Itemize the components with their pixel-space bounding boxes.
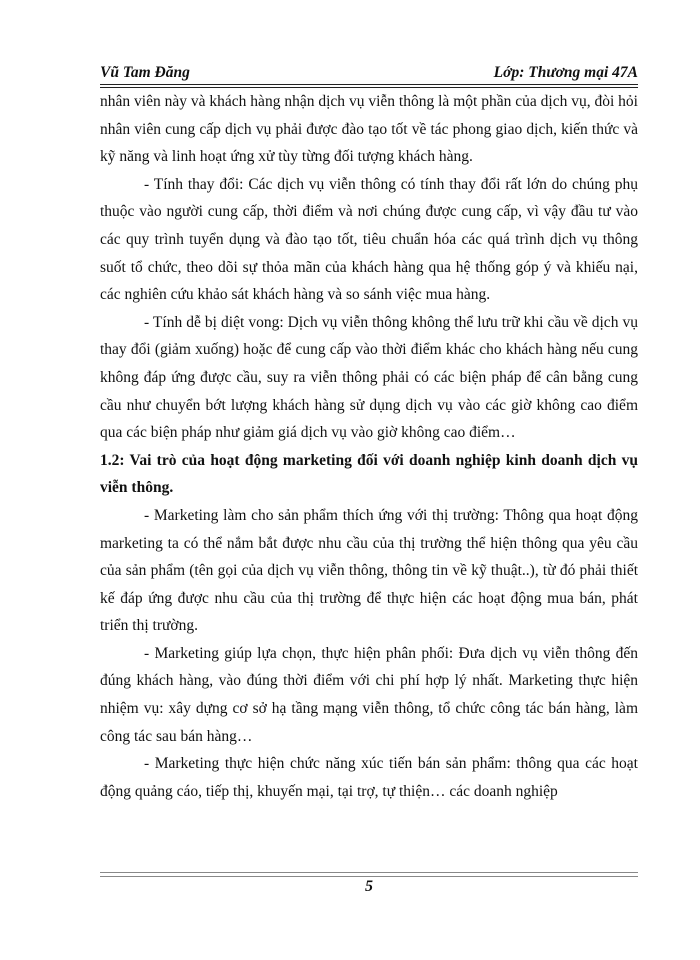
paragraph-perishability: - Tính dễ bị diệt vong: Dịch vụ viễn thông không thể lưu trữ khi cầu về dịch vụ thay đổi (giảm xuống) hoặc để cung cấp vào thời điểm khác cho khách hàng nếu cung không đáp ứng được cầu, suy ra viễn thông phải có các biện pháp để cân bằng cung cầu như chuyển bớt lượng khách hàng sử dụng dịch vụ vào các giờ không cao điểm qua các biện pháp như giảm giá dịch vụ vào giờ không cao điểm… — [100, 313, 638, 442]
paragraph-promotion: - Marketing thực hiện chức năng xúc tiến bán sản phẩm: thông qua các hoạt động quảng cáo, tiếp thị, khuyến mại, tại trợ, tự thiện… các doanh nghiệp — [100, 755, 638, 800]
header-rule — [100, 84, 638, 88]
document-body — [100, 88, 638, 805]
paragraph-distribution: - Marketing giúp lựa chọn, thực hiện phân phối: Đưa dịch vụ viễn thông đến đúng khách hàng, vào đúng thời điểm với chi phí hợp lý nhất. Marketing thực hiện nhiệm vụ: xây dựng cơ sở hạ tầng mạng viễn thông, tổ chức công tác bán hàng, làm công tác sau bán hàng… — [100, 644, 638, 745]
header-author: Vũ Tam Đăng — [100, 64, 190, 81]
footer-rule — [100, 872, 638, 877]
paragraph-market-adaptation: - Marketing làm cho sản phẩm thích ứng với thị trường: Thông qua hoạt động marketing ta có thể nắm bắt được nhu cầu của thị trường thể hiện thông qua yêu cầu của sản phẩm (tên gọi của dịch vụ viễn thông, thông tin về kỹ thuật..), từ đó phải thiết kế đáp ứng được nhu cầu của thị trường để thực hiện các hoạt động mua bán, phát triển thị trường. — [100, 506, 638, 635]
paragraph-variability: - Tính thay đổi: Các dịch vụ viễn thông có tính thay đổi rất lớn do chúng phụ thuộc vào người cung cấp, thời điểm và nơi chúng được cung cấp, vì vậy đầu tư vào các quy trình tuyển dụng và đào tạo tốt, tiêu chuẩn hóa các quá trình dịch vụ thông suốt tổ chức, theo dõi sự thỏa mãn của khách hàng qua hệ thống góp ý và khiếu nại, các nghiên cứu khảo sát khách hàng và so sánh việc mua hàng. — [100, 175, 638, 304]
section-heading: 1.2: Vai trò của hoạt động marketing đối với doanh nghiệp kinh doanh dịch vụ viễn thông. — [100, 451, 638, 497]
page-number: 5 — [365, 878, 373, 895]
header-class: Lớp: Thương mại 47A — [493, 64, 638, 81]
page-header — [100, 64, 638, 84]
paragraph-continuation: nhân viên này và khách hàng nhận dịch vụ viễn thông là một phần của dịch vụ, đòi hỏi nhân viên cung cấp dịch vụ phải được đào tạo tốt về tác phong giao dịch, kiến thức và kỹ năng và linh hoạt ứng xử tùy từng đối tượng khách hàng. — [100, 93, 638, 166]
